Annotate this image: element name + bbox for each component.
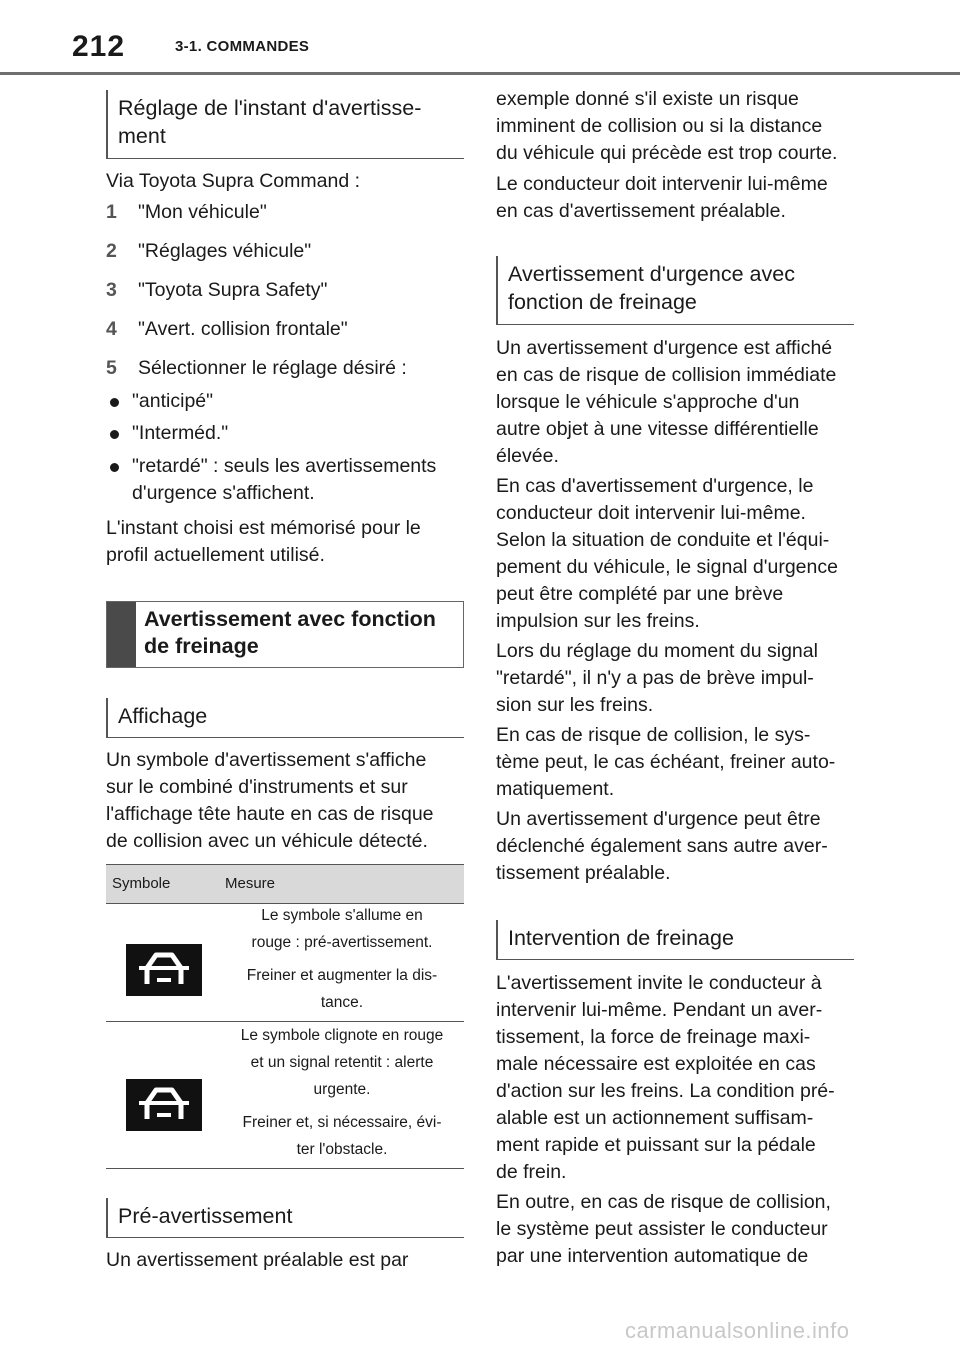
page-header xyxy=(0,0,960,78)
urgence-line: élevée. xyxy=(496,445,559,467)
step-text: "Toyota Supra Safety" xyxy=(138,279,328,301)
intervention-line: intervenir lui-même. Pendant un aver- xyxy=(496,999,823,1021)
heading-urgence-line2: fonction de freinage xyxy=(508,290,697,314)
car-warning-icon-graphic xyxy=(126,944,202,996)
affichage-line: de collision avec un véhicule détecté. xyxy=(106,830,428,852)
affichage-line: Un symbole d'avertissement s'affiche xyxy=(106,749,427,771)
step-number: 2 xyxy=(106,240,117,262)
page-number: 212 xyxy=(72,30,126,63)
intervention-line: le système peut assister le conducteur xyxy=(496,1218,828,1240)
intervention-line: alable est un actionnement suffisam- xyxy=(496,1107,814,1129)
urgence-line: En cas d'avertissement d'urgence, le xyxy=(496,475,814,497)
intervention-line: En outre, en cas de risque de collision, xyxy=(496,1191,831,1213)
cell-line: Freiner et, si nécessaire, évi- xyxy=(242,1114,442,1131)
cell-line: Freiner et augmenter la dis- xyxy=(246,967,438,984)
step-text: "Avert. collision frontale" xyxy=(138,318,348,340)
car-warning-icon xyxy=(126,1079,202,1131)
urgence-line: peut être complété par une brève xyxy=(496,583,784,605)
urgence-line: "retardé", il n'y a pas de brève impul- xyxy=(496,667,814,689)
intervention-line: tissement, la force de freinage maxi- xyxy=(496,1026,811,1048)
chapter-title: 3-1. COMMANDES xyxy=(175,38,310,55)
table-header-symbole: Symbole xyxy=(112,875,171,892)
heading-reglage-line1: Réglage de l'instant d'avertisse- xyxy=(118,96,422,120)
heading-urgence-line1: Avertissement d'urgence avec xyxy=(508,262,795,286)
car-warning-icon-graphic xyxy=(126,1079,202,1131)
heading-bar xyxy=(107,602,136,667)
top-line: exemple donné s'il existe un risque xyxy=(496,88,799,110)
heading-avertissement-freinage xyxy=(106,601,464,668)
step-text: "Mon véhicule" xyxy=(138,201,267,223)
urgence-line: déclenché également sans autre aver- xyxy=(496,835,828,857)
urgence-line: Un avertissement d'urgence est affiché xyxy=(496,337,833,359)
intervention-line: male nécessaire est exploitée en cas xyxy=(496,1053,816,1075)
header-rule xyxy=(0,72,960,75)
affichage-line: l'affichage tête haute en cas de risque xyxy=(106,803,434,825)
bullet-dot xyxy=(110,463,119,472)
heading-affichage: Affichage xyxy=(106,698,464,738)
heading-text xyxy=(144,606,457,660)
table-bottom-rule xyxy=(106,1168,464,1169)
heading-line: de freinage xyxy=(144,634,259,658)
intervention-line: ment rapide et puissant sur la pédale xyxy=(496,1134,816,1156)
table-header-row xyxy=(106,864,464,904)
car-warning-icon xyxy=(126,944,202,996)
table-cell-mesure xyxy=(222,902,462,1016)
memo-line: L'instant choisi est mémorisé pour le xyxy=(106,517,421,539)
step-text: "Réglages véhicule" xyxy=(138,240,312,262)
affichage-line: sur le combiné d'instruments et sur xyxy=(106,776,408,798)
urgence-line: En cas de risque de collision, le sys- xyxy=(496,724,811,746)
top-line: imminent de collision ou si la distance xyxy=(496,115,823,137)
cell-line: ter l'obstacle. xyxy=(296,1141,388,1158)
urgence-line: Un avertissement d'urgence peut être xyxy=(496,808,821,830)
step-number: 5 xyxy=(106,357,117,379)
top-line: en cas d'avertissement préalable. xyxy=(496,200,786,222)
urgence-line: lorsque le véhicule s'approche d'un xyxy=(496,391,800,413)
cell-line: tance. xyxy=(320,994,364,1011)
pre-line: Un avertissement préalable est par xyxy=(106,1249,409,1271)
cell-line: Le symbole s'allume en xyxy=(261,907,423,924)
step-number: 1 xyxy=(106,201,117,223)
bullet-dot xyxy=(110,398,119,407)
urgence-line: autre objet à une vitesse différentielle xyxy=(496,418,819,440)
urgence-line: tème peut, le cas échéant, freiner auto- xyxy=(496,751,836,773)
urgence-line: Selon la situation de conduite et l'équi- xyxy=(496,529,830,551)
urgence-line: tissement préalable. xyxy=(496,862,671,884)
urgence-line: conducteur doit intervenir lui-même. xyxy=(496,502,806,524)
heading-intervention: Intervention de freinage xyxy=(496,920,854,960)
bullet-text: "retardé" : seuls les avertissements xyxy=(132,455,437,477)
memo-line: profil actuellement utilisé. xyxy=(106,544,325,566)
urgence-line: pement du véhicule, le signal d'urgence xyxy=(496,556,838,578)
table-cell-mesure xyxy=(222,1022,462,1163)
cell-line: et un signal retentit : alerte xyxy=(250,1054,434,1071)
cell-line: urgente. xyxy=(313,1081,371,1098)
cell-line: Le symbole clignote en rouge xyxy=(240,1027,444,1044)
intervention-line: L'avertissement invite le conducteur à xyxy=(496,972,822,994)
step-number: 3 xyxy=(106,279,117,301)
intervention-line: par une intervention automatique de xyxy=(496,1245,809,1267)
urgence-line: Lors du réglage du moment du signal xyxy=(496,640,818,662)
step-number: 4 xyxy=(106,318,117,340)
top-line: Le conducteur doit intervenir lui-même xyxy=(496,173,828,195)
heading-pre-avertissement: Pré-avertissement xyxy=(106,1198,464,1238)
bullet-text-cont: d'urgence s'affichent. xyxy=(132,482,315,504)
urgence-line: en cas de risque de collision immédiate xyxy=(496,364,837,386)
step-text: Sélectionner le réglage désiré : xyxy=(138,357,407,379)
heading-line: Avertissement avec fonction xyxy=(144,607,436,631)
via-text: Via Toyota Supra Command : xyxy=(106,170,361,192)
bullet-text: "Interméd." xyxy=(132,422,229,444)
cell-line: rouge : pré-avertissement. xyxy=(251,934,433,951)
intervention-line: d'action sur les freins. La condition pré- xyxy=(496,1080,835,1102)
urgence-line: sion sur les freins. xyxy=(496,694,654,716)
urgence-line: impulsion sur les freins. xyxy=(496,610,700,632)
bullet-dot xyxy=(110,430,119,439)
urgence-line: matiquement. xyxy=(496,778,615,800)
heading-urgence xyxy=(496,256,854,325)
watermark-logo: carmanualsonline.info xyxy=(625,1318,850,1343)
table-header-mesure: Mesure xyxy=(225,875,276,892)
heading-reglage-line2: ment xyxy=(118,124,166,148)
top-line: du véhicule qui précède est trop courte. xyxy=(496,142,838,164)
heading-reglage xyxy=(106,90,464,159)
bullet-text: "anticipé" xyxy=(132,390,214,412)
intervention-line: de frein. xyxy=(496,1161,567,1183)
